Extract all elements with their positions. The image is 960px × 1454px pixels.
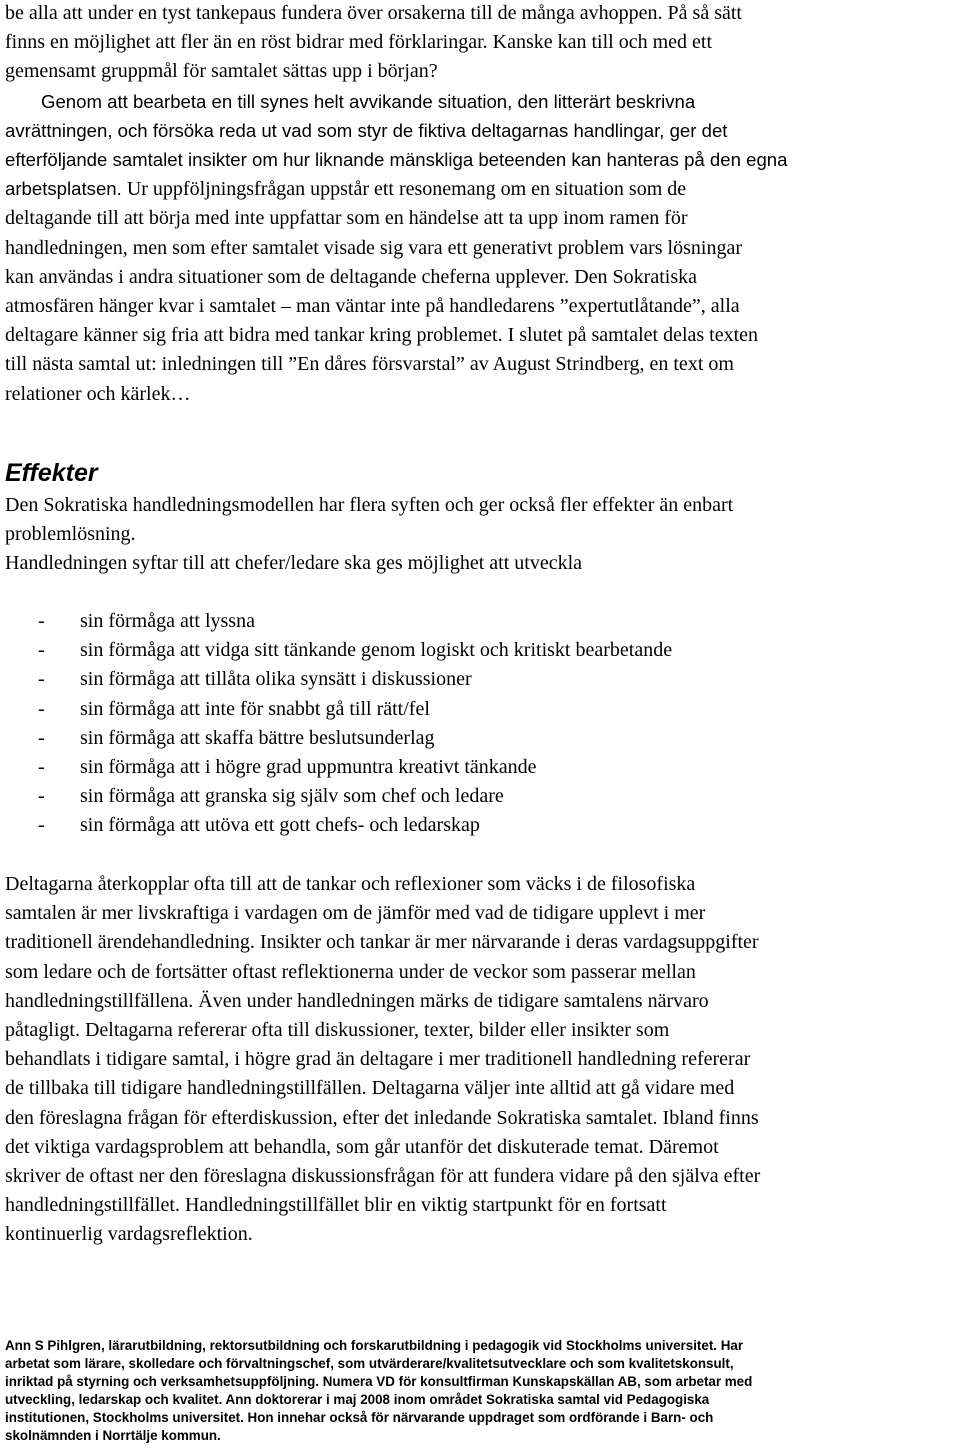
text-line: gemensamt gruppmål för samtalet sättas upp i början? (5, 60, 438, 83)
section-intro (5, 491, 957, 579)
list-item (5, 665, 672, 694)
list-item (5, 724, 672, 753)
text-line: handledningstillfället. Handledningstillfället blir en viktig startpunkt för en fortsatt (5, 1194, 667, 1217)
text-line: skriver de oftast ner den föreslagna diskussionsfrågan för att fundera vidare på den själva efter (5, 1165, 761, 1188)
list-dash: - (38, 814, 45, 837)
text-fragment: arbetsplatsen. (5, 178, 122, 200)
list-item (5, 753, 672, 782)
text-line: kontinuerlig vardagsreflektion. (5, 1223, 253, 1246)
list-item-text: sin förmåga att vidga sitt tänkande genom logiskt och kritiskt bearbetande (80, 639, 673, 662)
text-line: Deltagarna återkopplar ofta till att de tankar och reflexioner som väcks i de filosofiska (5, 873, 696, 895)
text-line: Den Sokratiska handledningsmodellen har flera syften och ger också fler effekter än enbart (5, 494, 734, 516)
list-dash: - (38, 756, 45, 779)
text-line: den föreslagna frågan för efterdiskussion, efter det inledande Sokratiska samtalet. Ibland finns (5, 1106, 759, 1129)
text-line: deltagare känner sig fria att bidra med tankar kring problemet. I slutet på samtalet delas texten (5, 324, 759, 347)
text-line (5, 174, 957, 204)
list-dash: - (38, 697, 45, 720)
list-item (5, 782, 672, 811)
footer-line: inriktad på styrning och verksamhetsuppföljning. Numera VD för konsultfirman Kunskapskällan AB, som arbetar med (5, 1373, 753, 1389)
list-dash: - (38, 610, 45, 632)
list-item-text: sin förmåga att i högre grad uppmuntra kreativt tänkande (80, 756, 537, 779)
section-heading: Effekter (5, 459, 98, 487)
text-line: handledningstillfällena. Även under handledningen märks de tidigare samtalens närvaro (5, 989, 709, 1012)
text-line: det viktiga vardagsproblem att behandla, som går utanför det diskuterade temat. Däremot (5, 1135, 719, 1158)
top-paragraph (5, 0, 957, 409)
footer-line: Ann S Pihlgren, lärarutbildning, rektorsutbildning och forskarutbildning i pedagogik vid Stockholms universitet. Har (5, 1338, 744, 1353)
text-line: till nästa samtal ut: inledningen till ”En dåres försvarstal” av August Strindberg, en text om (5, 353, 734, 376)
list-item-text: sin förmåga att skaffa bättre beslutsunderlag (80, 726, 435, 749)
list-item (5, 695, 672, 724)
list-item-text: sin förmåga att inte för snabbt gå till rätt/fel (80, 697, 430, 720)
text-line: be alla att under en tyst tankepaus fundera över orsakerna till de många avhoppen. På så sätt (5, 2, 742, 24)
text-line: som ledare och de fortsätter oftast reflektionerna under de veckor som passerar mellan (5, 960, 696, 983)
text-line: Genom att bearbeta en till synes helt avvikande situation, den litterärt beskrivna (41, 90, 696, 112)
list-item-text: sin förmåga att utöva ett gott chefs- och ledarskap (80, 814, 480, 837)
text-line: atmosfären hänger kvar i samtalet – man väntar inte på handledarens ”expertutlåtande”, alla (5, 295, 740, 318)
footer-line: utveckling, ledarskap och kvalitet. Ann doktorerar i maj 2008 inom området Sokratiska samtal vid Pedagogiska (5, 1391, 710, 1407)
text-line: deltagande till att börja med inte uppfattar som en händelse att ta upp inom ramen för (5, 207, 688, 230)
text-line: samtalen är mer livskraftiga i vardagen om de jämför med vad de tidigare upplevt i mer (5, 902, 706, 925)
text-line: efterföljande samtalet insikter om hur liknande mänskliga beteenden kan hanteras på den egna (5, 149, 788, 171)
footer-line: skolnämnden i Norrtälje kommun. (5, 1427, 221, 1443)
list-dash: - (38, 668, 45, 691)
text-fragment: Ur uppföljningsfrågan uppstår ett resonemang om en situation som de (126, 178, 687, 201)
footer-line: institutionen, Stockholms universitet. Hon innehar också för närvarande uppdraget som ordförande i Barn- och (5, 1409, 714, 1425)
text-line: relationer och kärlek… (5, 382, 191, 405)
text-line: de tillbaka till tidigare handledningstillfällen. Deltagarna väljer inte alltid att gå vidare med (5, 1077, 735, 1100)
text-line: Handledningen syftar till att chefer/ledare ska ges möjlighet att utveckla (5, 552, 583, 575)
list-item (5, 607, 672, 636)
footer-line: arbetat som lärare, skolledare och förvaltningschef, som utvärderare/kvalitetsutvecklare och som kvalitetskonsult, (5, 1355, 734, 1371)
text-line: finns en möjlighet att fler än en röst bidrar med förklaringar. Kanske kan till och med ett (5, 31, 713, 54)
section-body (5, 870, 957, 1250)
text-line: behandlats i tidigare samtal, i högre grad än deltagare i mer traditionell handledning refererar (5, 1048, 751, 1071)
list-dash: - (38, 639, 45, 662)
text-line: kan användas i andra situationer som de deltagande cheferna upplever. Den Sokratiska (5, 265, 697, 288)
list-item-text: sin förmåga att granska sig själv som chef och ledare (80, 785, 504, 808)
list-item-text: sin förmåga att lyssna (80, 610, 255, 632)
text-line: avrättningen, och försöka reda ut vad som styr de fiktiva deltagarnas handlingar, ger det (5, 119, 728, 141)
text-line: handledningen, men som efter samtalet visade sig vara ett generativt problem vars lösningar (5, 236, 742, 259)
list-dash: - (38, 785, 45, 808)
text-line: problemlösning. (5, 523, 136, 546)
list-dash: - (38, 726, 45, 749)
text-line: påtagligt. Deltagarna refererar ofta till diskussioner, texter, bilder eller insikter som (5, 1019, 670, 1042)
text-line: traditionell ärendehandledning. Insikter och tankar är mer närvarande i deras vardagsuppgifter (5, 931, 759, 954)
author-footer (5, 1337, 957, 1444)
list-item-text: sin förmåga att tillåta olika synsätt i diskussioner (80, 668, 472, 691)
list-item (5, 636, 672, 665)
abilities-list (5, 607, 672, 841)
list-item (5, 811, 672, 840)
